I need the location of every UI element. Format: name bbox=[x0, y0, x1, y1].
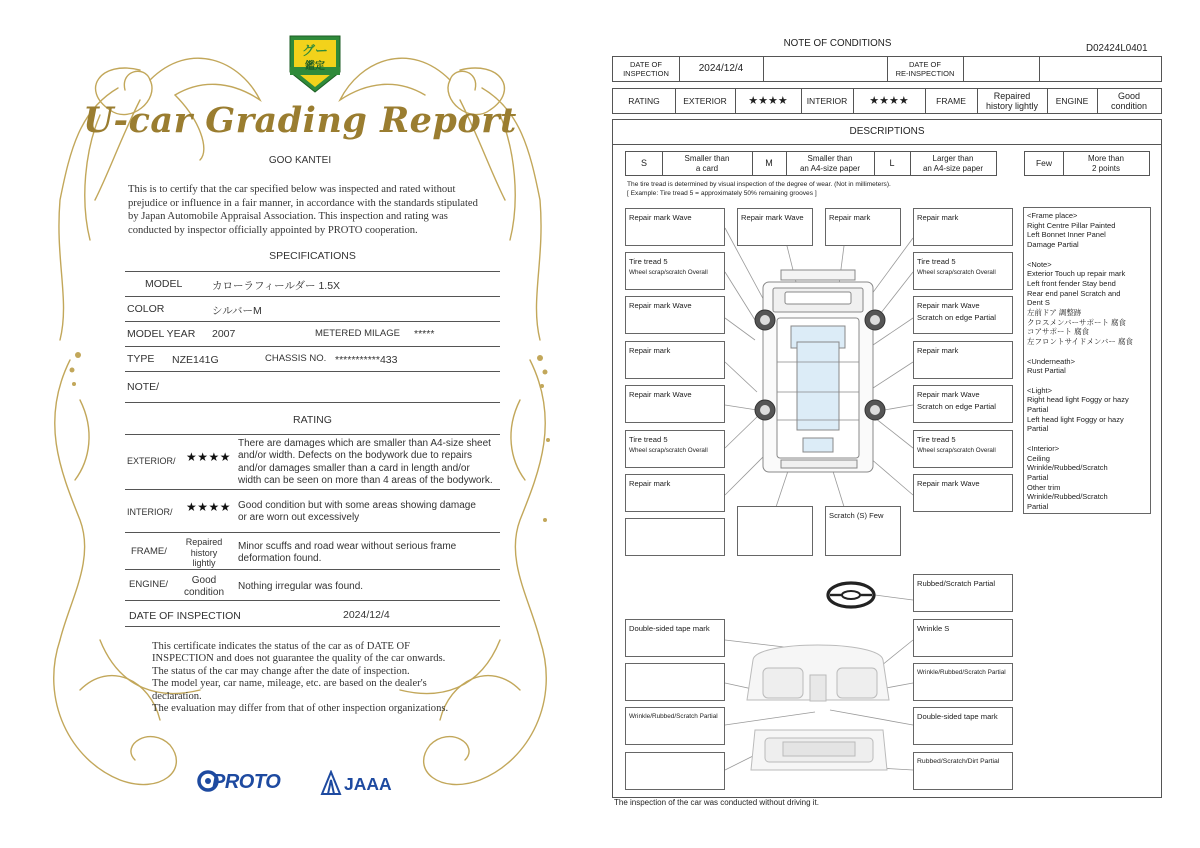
damage-box-r4: Repair mark bbox=[913, 341, 1013, 379]
damage-box-r1: Repair mark bbox=[913, 208, 1013, 246]
damage-box-b3: Scratch (S) Few bbox=[825, 506, 901, 556]
divider bbox=[125, 600, 500, 601]
date-of-reinspection-label: DATE OF RE-INSPECTION bbox=[895, 60, 955, 78]
interior-box-i4: Wrinkle/Rubbed/Scratch Partial bbox=[913, 663, 1013, 701]
divider bbox=[125, 434, 500, 435]
interior-box-i1: Rubbed/Scratch Partial bbox=[913, 574, 1013, 612]
descriptions-heading: DESCRIPTIONS bbox=[849, 125, 925, 137]
interior-box-i5: Wrinkle/Rubbed/Scratch Partial bbox=[625, 707, 725, 745]
rating-label: RATING bbox=[628, 95, 660, 106]
damage-box-l6: Tire tread 5 Wheel scrap/scratch Overall bbox=[625, 430, 725, 468]
rating-heading: RATING bbox=[293, 414, 332, 426]
legend-few: Few bbox=[1035, 158, 1053, 169]
engine-label: ENGINE bbox=[1055, 95, 1089, 106]
divider bbox=[125, 321, 500, 322]
divider bbox=[125, 569, 500, 570]
model-value: カローラフィールダー 1.5X bbox=[212, 280, 341, 292]
specifications-heading: SPECIFICATIONS bbox=[269, 250, 356, 262]
type-label: TYPE bbox=[127, 353, 155, 365]
interior-diagram bbox=[747, 645, 889, 770]
damage-box-r5: Repair mark Wave Scratch on edge Partial bbox=[913, 385, 1013, 423]
damage-box-r3: Repair mark Wave Scratch on edge Partial bbox=[913, 296, 1013, 334]
badge-top-text: グー bbox=[301, 43, 328, 58]
mileage-label: METERED MILAGE bbox=[315, 328, 400, 339]
interior-box-i3: Wrinkle S bbox=[913, 619, 1013, 657]
engine-label: ENGINE/ bbox=[129, 579, 169, 590]
model-year-label: MODEL YEAR bbox=[127, 328, 196, 340]
proto-logo: PROTO bbox=[212, 771, 281, 793]
damage-box-r7: Repair mark Wave bbox=[913, 474, 1013, 512]
frame-label: FRAME/ bbox=[131, 546, 167, 557]
frame-description: Minor scuffs and road wear without serious frame deformation found. bbox=[238, 541, 457, 565]
steering-wheel-icon bbox=[828, 583, 874, 607]
date-of-inspection-label: DATE OF INSPECTION bbox=[623, 60, 669, 78]
note-of-conditions bbox=[605, 0, 1200, 848]
interior-box-blank-2 bbox=[625, 752, 725, 790]
bottom-note: The inspection of the car was conducted without driving it. bbox=[614, 798, 819, 807]
note-label: NOTE/ bbox=[127, 381, 160, 393]
engine-value: Good condition bbox=[1110, 90, 1148, 111]
jaaa-logo: JAAA bbox=[344, 774, 392, 794]
damage-box-r2: Tire tread 5 Wheel scrap/scratch Overall bbox=[913, 252, 1013, 290]
model-label: MODEL bbox=[145, 278, 183, 290]
certificate-footnote: This certificate indicates the status of the car as of DATE OF INSPECTION and does not guarantee the quality of the car onwards. The status of the car may change after the date of inspection. The model year, car name, mileage, etc. are based on the dealer's declaration. The evaluation may differ from that of other inspection organizations. bbox=[152, 641, 449, 715]
exterior-label: EXTERIOR bbox=[683, 95, 727, 106]
divider bbox=[125, 271, 500, 272]
interior-box-i2: Double-sided tape mark bbox=[625, 619, 725, 657]
engine-description: Nothing irregular was found. bbox=[238, 581, 364, 592]
legend-few-desc: More than 2 points bbox=[1087, 153, 1125, 173]
legend-l-desc: Larger than an A4-size paper bbox=[922, 153, 984, 173]
jaaa-logo-icon bbox=[320, 770, 342, 796]
divider bbox=[125, 296, 500, 297]
chassis-value: ***********433 bbox=[335, 354, 398, 366]
interior-box-i6: Double-sided tape mark bbox=[913, 707, 1013, 745]
legend-s: S bbox=[640, 158, 647, 169]
color-value: シルバーM bbox=[212, 305, 262, 317]
damage-box-t1: Repair mark Wave bbox=[737, 208, 813, 246]
damage-box-t2: Repair mark bbox=[825, 208, 901, 246]
frame-value: Repaired history lightly bbox=[985, 90, 1039, 111]
date-of-inspection-value: 2024/12/4 bbox=[698, 62, 744, 74]
model-year-value: 2007 bbox=[212, 328, 236, 340]
damage-box-r6: Tire tread 5 Wheel scrap/scratch Overall bbox=[913, 430, 1013, 468]
damage-box-l4: Repair mark bbox=[625, 341, 725, 379]
date-of-inspection-label: DATE OF INSPECTION bbox=[129, 610, 241, 622]
exterior-label: EXTERIOR/ bbox=[127, 456, 176, 466]
exterior-stars: ★★★★ bbox=[186, 450, 232, 464]
divider bbox=[125, 402, 500, 403]
exterior-description: There are damages which are smaller than A4-size sheet and/or width. Defects on the bodywork due to repairs and/or damages smaller than a card in length and/or width can be seen on more than 4 areas of the bodywork. bbox=[238, 438, 493, 486]
damage-box-l1: Repair mark Wave bbox=[625, 208, 725, 246]
interior-stars: ★★★★ bbox=[186, 500, 232, 514]
divider bbox=[125, 371, 500, 372]
color-label: COLOR bbox=[127, 303, 165, 315]
legend-l: L bbox=[889, 158, 895, 169]
legend-s-desc: Smaller than a card bbox=[684, 153, 730, 173]
document-id: D02424L0401 bbox=[1086, 43, 1148, 54]
damage-box-l5: Repair mark Wave bbox=[625, 385, 725, 423]
interior-description: Good condition but with some areas showing damage or are worn out excessively bbox=[238, 500, 476, 524]
legend-m: M bbox=[765, 158, 773, 169]
damage-box-l3: Repair mark Wave bbox=[625, 296, 725, 334]
mileage-value: ***** bbox=[414, 328, 435, 340]
interior-stars: ★★★★ bbox=[869, 94, 909, 107]
damage-box-b1 bbox=[625, 518, 725, 556]
certificate-subtitle: GOO KANTEI bbox=[268, 155, 332, 166]
tire-note: The tire tread is determined by visual inspection of the degree of wear. (Not in millimeters). [ Example: Tire tread 5 = approximately 50% remaining grooves ] bbox=[627, 181, 891, 197]
frame-value: Repaired history lightly bbox=[185, 537, 223, 568]
chassis-label: CHASSIS NO. bbox=[265, 353, 327, 364]
frame-label: FRAME bbox=[936, 95, 966, 106]
date-of-inspection-value: 2024/12/4 bbox=[343, 609, 390, 621]
badge-bottom-text: 鑑定 bbox=[305, 61, 325, 72]
interior-label: INTERIOR bbox=[806, 95, 848, 106]
damage-box-b2 bbox=[737, 506, 813, 556]
engine-value: Good condition bbox=[183, 575, 225, 598]
certificate-title: U-car Grading Report bbox=[83, 100, 517, 141]
divider bbox=[125, 346, 500, 347]
condition-notes: <Frame place> Right Centre Pillar Painted Left Bonnet Inner Panel Damage Partial <Note> Exterior Touch up repair mark Left front fender Stay bend Rear end panel Scratch and Dent S 左前ドア 調整跡 クロスメンバーサポート 腐食 コアサポート 腐食 左フロントサイドメンバー 腐食 <Underneath> Rust Partial <Light> Right head light Foggy or hazy Partial Left head light Foggy or hazy Partial <Interior> Ceiling Wrinkle/Rubbed/Scratch Partial Other trim Wrinkle/Rubbed/Scratch Partial bbox=[1023, 207, 1151, 514]
type-value: NZE141G bbox=[172, 354, 219, 366]
interior-label: INTERIOR/ bbox=[127, 507, 173, 517]
divider bbox=[125, 532, 500, 533]
damage-box-l2: Tire tread 5 Wheel scrap/scratch Overall bbox=[625, 252, 725, 290]
legend-m-desc: Smaller than an A4-size paper bbox=[799, 153, 861, 173]
damage-box-l7: Repair mark bbox=[625, 474, 725, 512]
interior-box-i7: Rubbed/Scratch/Dirt Partial bbox=[913, 752, 1013, 790]
divider bbox=[125, 489, 500, 490]
divider bbox=[125, 626, 500, 627]
exterior-stars: ★★★★ bbox=[748, 94, 788, 107]
certify-text: This is to certify that the car specified below was inspected and rated without prejudice or influence in a fair manner, in accordance with the standards stipulated by Japan Automobile Appraisal Association. This inspection and rating was conducted by inspector officially appointed by PROTO cooperation. bbox=[128, 184, 478, 236]
conditions-title: NOTE OF CONDITIONS bbox=[783, 38, 892, 49]
interior-box-blank bbox=[625, 663, 725, 701]
